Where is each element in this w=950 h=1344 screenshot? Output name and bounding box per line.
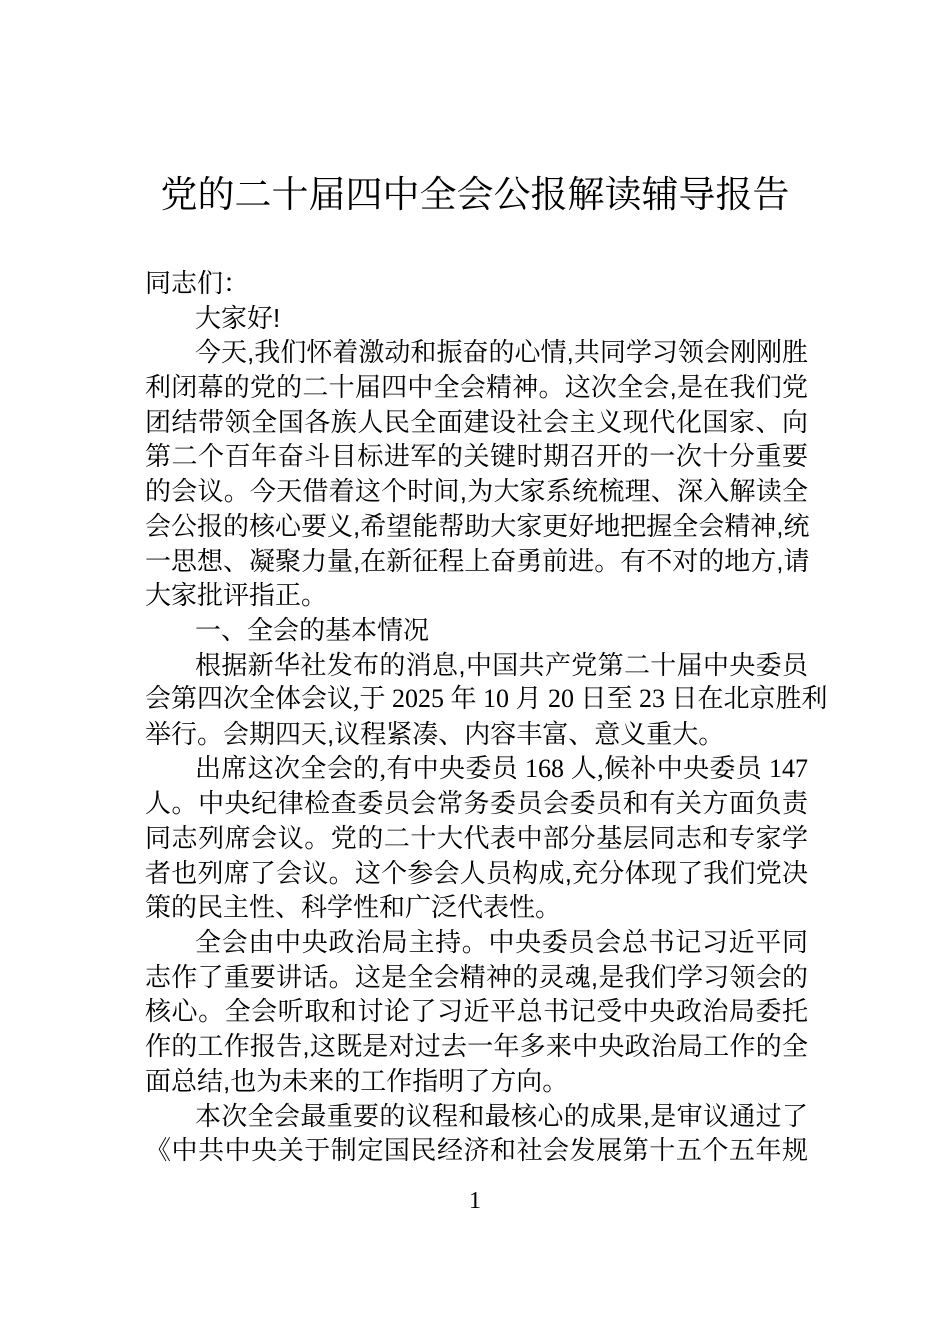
text-line: 策的民主性、科学性和广泛代表性。 [145, 892, 562, 923]
text-line: 今天,我们怀着激动和振奋的心情,共同学习领会刚刚胜 [195, 337, 808, 368]
text-line: 的会议。今天借着这个时间,为大家系统梳理、深入解读全 [145, 476, 808, 507]
document-title: 党的二十届四中全会公报解读辅导报告 [160, 174, 790, 215]
text-line: 大家批评指正。 [145, 580, 328, 611]
text-line: 根据新华社发布的消息,中国共产党第二十届中央委员 [195, 649, 808, 680]
text-line: 出席这次全会的,有中央委员 168 人,候补中央委员 147 [195, 753, 808, 783]
greeting: 大家好! [195, 302, 281, 333]
text-line: 同志列席会议。党的二十大代表中部分基层同志和专家学 [145, 823, 808, 853]
text-line: 者也列席了会议。这个参会人员构成,充分体现了我们党决 [145, 857, 808, 888]
page-number: 1 [469, 1188, 481, 1214]
text-line: 面总结,也为未来的工作指明了方向。 [145, 1065, 569, 1096]
text-line: 《中共中央关于制定国民经济和社会发展第十五个五年规 [145, 1135, 808, 1166]
section-heading: 一、全会的基本情况 [195, 614, 430, 645]
text-line: 全会由中央政治局主持。中央委员会总书记习近平同 [195, 927, 808, 958]
text-line: 第二个百年奋斗目标进军的关键时期召开的一次十分重要 [145, 441, 808, 472]
text-line: 利闭幕的党的二十届四中全会精神。这次全会,是在我们党 [145, 372, 808, 403]
text-line: 作的工作报告,这既是对过去一年多来中央政治局工作的全 [145, 1031, 808, 1062]
text-line: 举行。会期四天,议程紧凑、内容丰富、意义重大。 [145, 718, 725, 749]
text-line: 本次全会最重要的议程和最核心的成果,是审议通过了 [195, 1100, 808, 1131]
text-line: 团结带领全国各族人民全面建设社会主义现代化国家、向 [145, 406, 808, 437]
text-line: 一思想、凝聚力量,在新征程上奋勇前进。有不对的地方,请 [145, 545, 810, 576]
text-line: 会公报的核心要义,希望能帮助大家更好地把握全会精神,统 [145, 510, 810, 541]
text-line: 核心。全会听取和讨论了习近平总书记受中央政治局委托 [145, 996, 808, 1027]
text-line: 志作了重要讲话。这是全会精神的灵魂,是我们学习领会的 [145, 961, 808, 992]
salutation: 同志们： [145, 268, 250, 298]
text-line: 会第四次全体会议,于 2025 年 10 月 20 日至 23 日在北京胜利 [145, 684, 828, 714]
document-body [145, 266, 828, 1168]
text-line: 人。中央纪律检查委员会常务委员会委员和有关方面负责 [145, 788, 808, 819]
